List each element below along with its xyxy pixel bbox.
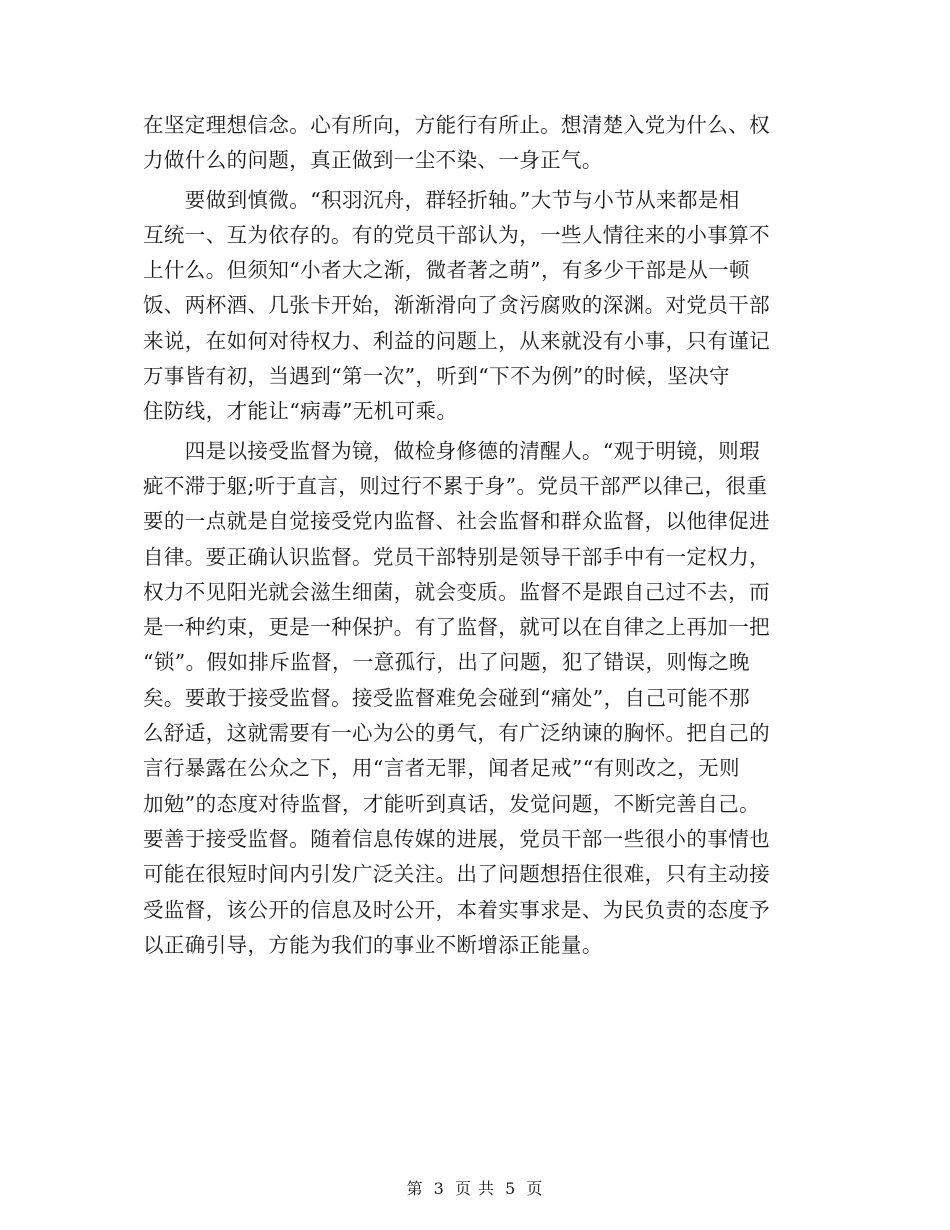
text-line: 要善于接受监督。随着信息传媒的进展，党员干部一些很小的事情也: [143, 826, 770, 851]
text-line: 力做什么的问题，真正做到一尘不染、一身正气。: [143, 148, 603, 173]
text-line: 以正确引导，方能为我们的事业不断增添正能量。: [143, 932, 603, 957]
text-line: 上什么。但须知“小者大之渐，微者著之萌”，有多少干部是从一顿: [143, 258, 750, 283]
text-line: 四是以接受监督为镜，做检身修德的清醒人。“观于明镜，则瑕: [143, 438, 760, 463]
text-line: 可能在很短时间内引发广泛关注。出了问题想捂住很难，只有主动接: [143, 862, 770, 887]
text-line: 住防线，才能让“病毒”无机可乘。: [143, 399, 458, 424]
text-line: 要的一点就是自觉接受党内监督、社会监督和群众监督，以他律促进: [143, 509, 770, 534]
text-line: 矣。要敢于接受监督。接受监督难免会碰到“痛处”，自己可能不那: [143, 685, 750, 710]
text-line: 是一种约束，更是一种保护。有了监督，就可以在自律之上再加一把: [143, 615, 770, 640]
paragraph-3: [143, 434, 808, 963]
text-line: 要做到慎微。“积羽沉舟，群轻折轴。”大节与小节从来都是相: [143, 187, 740, 212]
text-line: 受监督，该公开的信息及时公开，本着实事求是、为民负责的态度予: [143, 897, 770, 922]
footer-prefix: 第: [406, 1179, 424, 1198]
text-line: 饭、两杯酒、几张卡开始，渐渐滑向了贪污腐败的深渊。对党员干部: [143, 293, 770, 318]
text-line: 在坚定理想信念。心有所向，方能行有所止。想清楚入党为什么、权: [143, 113, 770, 137]
text-line: 加勉”的态度对待监督，才能听到真话，发觉问题，不断完善自己。: [143, 791, 760, 816]
text-line: 言行暴露在公众之下，用“言者无罪，闻者足戒”“有则改之，无则: [143, 756, 740, 781]
page-total: 5: [505, 1179, 517, 1198]
paragraph-2: [143, 183, 808, 430]
text-line: 自律。要正确认识监督。党员干部特别是领导干部手中有一定权力，: [143, 544, 770, 569]
footer-suffix: 页: [526, 1179, 544, 1198]
text-line: 权力不见阳光就会滋生细菌，就会变质。监督不是跟自己过不去，而: [143, 579, 770, 604]
page-footer: [0, 1176, 950, 1199]
text-line: 万事皆有初，当遇到“第一次”，听到“下不为例”的时候，坚决守: [143, 364, 730, 389]
text-line: 来说，在如何对待权力、利益的问题上，从来就没有小事，只有谨记: [143, 328, 770, 353]
text-line: 疵不滞于躯;听于直言，则过行不累于身”。党员干部严以律己，很重: [143, 473, 768, 498]
body-text: [143, 108, 808, 963]
page-number: 3: [433, 1179, 445, 1198]
paragraph-1: [143, 108, 808, 179]
text-line: “锁”。假如排斥监督，一意孤行，出了问题，犯了错误，则悔之晚: [143, 650, 750, 675]
text-line: 互统一、互为依存的。有的党员干部认为，一些人情往来的小事算不: [143, 222, 770, 247]
footer-middle: 页 共: [454, 1179, 496, 1198]
text-line: 么舒适，这就需要有一心为公的勇气，有广泛纳谏的胸怀。把自己的: [143, 721, 770, 746]
